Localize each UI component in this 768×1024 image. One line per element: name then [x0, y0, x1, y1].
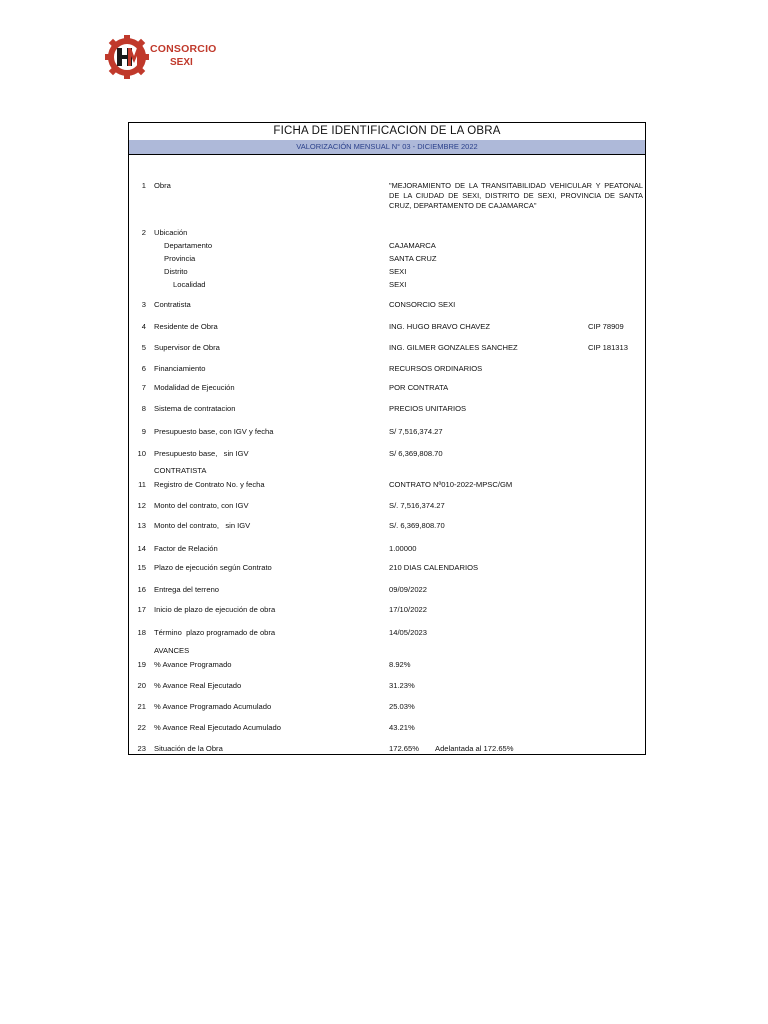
row-number: 21 [137, 702, 146, 711]
row-number: 5 [141, 343, 146, 352]
row-label: Localidad [173, 280, 206, 289]
row-label: Situación de la Obra [154, 744, 223, 753]
row-label: Presupuesto base, sin IGV [154, 449, 249, 458]
row-value: SANTA CRUZ [389, 254, 437, 263]
row-value: 1.00000 [389, 544, 417, 553]
row-label: Supervisor de Obra [154, 343, 220, 352]
row-value: S/ 7,516,374.27 [389, 427, 443, 436]
row-label: Registro de Contrato No. y fecha [154, 480, 265, 489]
row-number: 18 [137, 628, 146, 637]
row-label: Provincia [164, 254, 196, 263]
row-label: Monto del contrato, sin IGV [154, 521, 251, 530]
sheet-subtitle: VALORIZACIÓN MENSUAL N° 03 - DICIEMBRE 2022 [129, 140, 645, 155]
row-label: Residente de Obra [154, 322, 218, 331]
row-number: 6 [141, 364, 146, 373]
row-number: 15 [137, 563, 146, 572]
row-number: 3 [141, 300, 146, 309]
row-value: SEXI [389, 267, 407, 276]
row-label: Presupuesto base, con IGV y fecha [154, 427, 274, 436]
row-number: 13 [137, 521, 146, 530]
row-number: 1 [141, 181, 146, 190]
row-value: ING. GILMER GONZALES SANCHEZ [389, 343, 518, 352]
row-label: Entrega del terreno [154, 585, 220, 594]
row-value: 210 DIAS CALENDARIOS [389, 563, 479, 572]
section-heading: AVANCES [154, 646, 190, 655]
row-label: Contratista [154, 300, 191, 309]
row-label: Distrito [164, 267, 188, 276]
row-number: 19 [137, 660, 146, 669]
row-label: Modalidad de Ejecución [154, 383, 235, 392]
row-label: Financiamiento [154, 364, 206, 373]
row-number: 8 [141, 404, 146, 413]
row-label: % Avance Programado [154, 660, 232, 669]
row-label: % Avance Programado Acumulado [154, 702, 272, 711]
company-logo [104, 34, 217, 84]
row-value: S/ 6,369,808.70 [389, 449, 443, 458]
row-value: 17/10/2022 [389, 605, 428, 614]
logo-text-line2: SEXI [170, 57, 193, 68]
row-number: 7 [141, 383, 146, 392]
row-value: RECURSOS ORDINARIOS [389, 364, 483, 373]
row-label: Término plazo programado de obra [154, 628, 276, 637]
row-value: S/. 7,516,374.27 [389, 501, 445, 510]
row-number: 9 [141, 427, 146, 436]
row-value: CONTRATO Nº010-2022-MPSC/GM [389, 480, 513, 489]
row-value: CAJAMARCA [389, 241, 436, 250]
row-number: 17 [137, 605, 146, 614]
row-value: 14/05/2023 [389, 628, 428, 637]
row-label: Ubicación [154, 228, 188, 237]
sheet-title: FICHA DE IDENTIFICACION DE LA OBRA [129, 123, 645, 141]
row-number: 22 [137, 723, 146, 732]
row-label: Inicio de plazo de ejecución de obra [154, 605, 276, 614]
row-number: 14 [137, 544, 146, 553]
row-number: 12 [137, 501, 146, 510]
row-value: PRECIOS UNITARIOS [389, 404, 467, 413]
row-label: Monto del contrato, con IGV [154, 501, 249, 510]
row-value: S/. 6,369,808.70 [389, 521, 445, 530]
row-number: 23 [137, 744, 146, 753]
row-number: 16 [137, 585, 146, 594]
row-value: ING. HUGO BRAVO CHAVEZ [389, 322, 490, 331]
logo-text-line1: CONSORCIO [150, 43, 217, 55]
row-cip: CIP 181313 [588, 343, 628, 352]
row-value: POR CONTRATA [389, 383, 449, 392]
row-number: 4 [141, 322, 146, 331]
row-status-note: Adelantada al 172.65% [435, 744, 514, 753]
row-number: 2 [141, 228, 146, 237]
gear-monogram-icon [104, 34, 150, 80]
row-number: 11 [138, 480, 146, 489]
row-value: SEXI [389, 280, 407, 289]
row-value: 09/09/2022 [389, 585, 428, 594]
row-label: Plazo de ejecución según Contrato [154, 563, 272, 572]
row-number: 20 [137, 681, 146, 690]
row-label: Departamento [164, 241, 213, 250]
row-value: 25.03% [389, 702, 415, 711]
section-heading: CONTRATISTA [154, 466, 207, 475]
obra-description: "MEJORAMIENTO DE LA TRANSITABILIDAD VEHICULAR Y PEATONAL DE LA CIUDAD DE SEXI, DISTRITO DE SEXI, PROVINCIA DE SANTA CRUZ, DEPARTAMENTO DE CAJAMARCA" [389, 181, 643, 210]
row-label: % Avance Real Ejecutado [154, 681, 242, 690]
row-cip: CIP 78909 [588, 322, 624, 331]
row-label: Obra [154, 181, 171, 190]
row-value: 8.92% [389, 660, 411, 669]
row-label: % Avance Real Ejecutado Acumulado [154, 723, 281, 732]
row-label: Sistema de contratacion [154, 404, 236, 413]
row-value: 43.21% [389, 723, 415, 732]
row-value: 31.23% [389, 681, 415, 690]
row-value: CONSORCIO SEXI [389, 300, 456, 309]
row-number: 10 [137, 449, 146, 458]
row-label: Factor de Relación [154, 544, 218, 553]
project-sheet [128, 122, 646, 755]
row-value: 172.65% [389, 744, 419, 753]
